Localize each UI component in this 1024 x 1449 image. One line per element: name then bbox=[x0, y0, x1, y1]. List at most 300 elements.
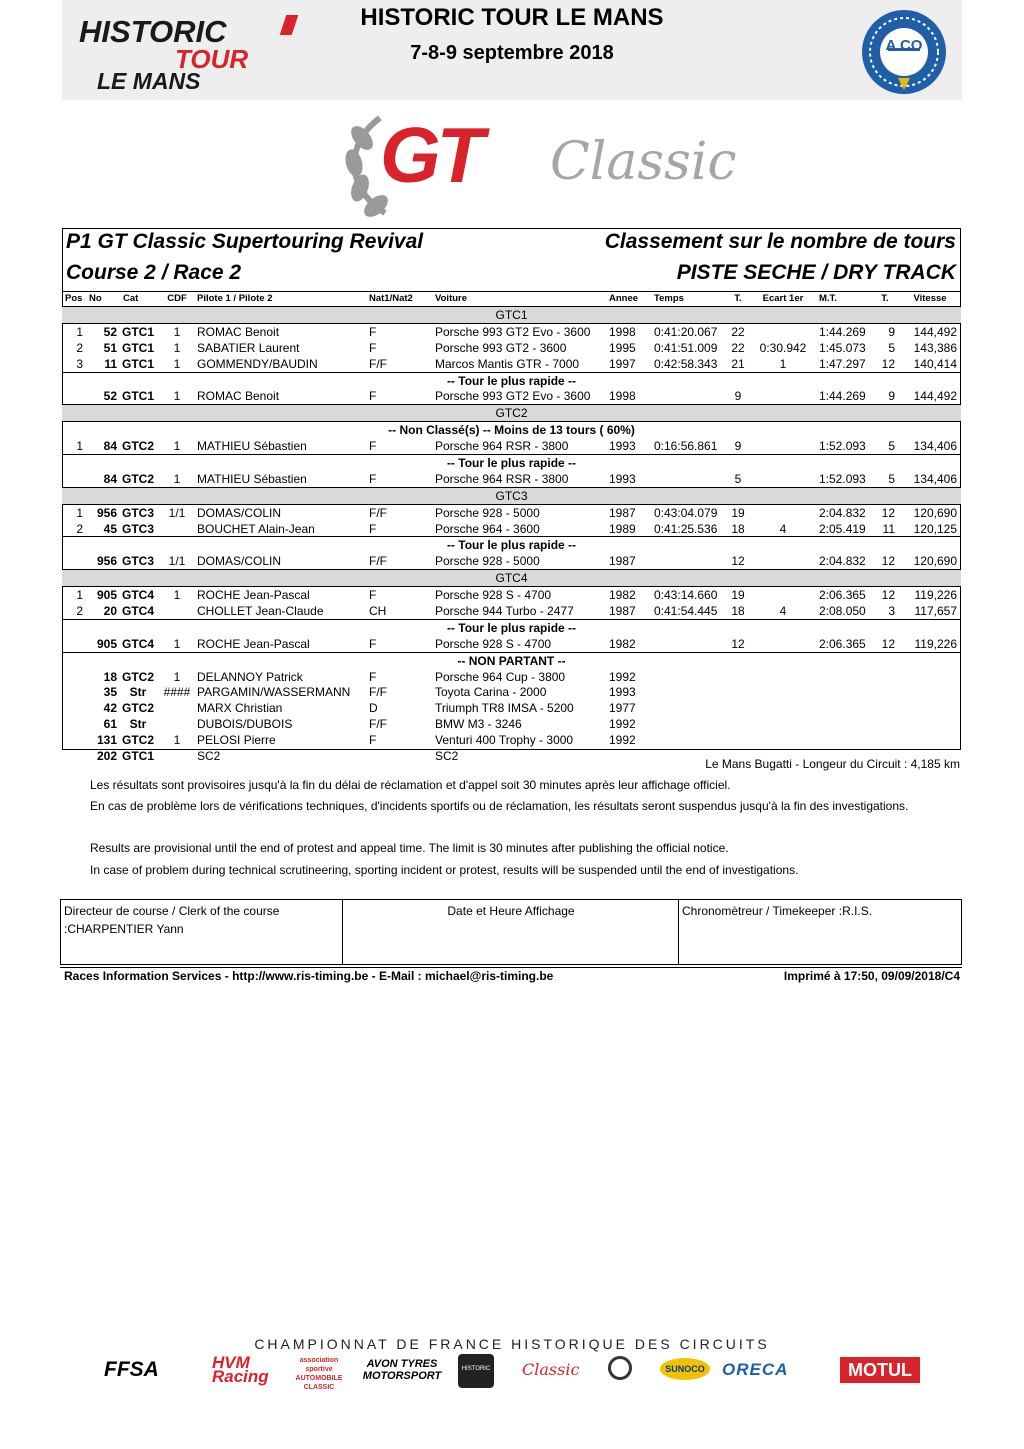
race-title: Course 2 / Race 2 bbox=[66, 261, 242, 284]
pilot-cell: ROMAC Benoit bbox=[195, 388, 369, 404]
best-lap-cell: 1:47.297 bbox=[819, 356, 866, 371]
category-cell: Str bbox=[129, 685, 147, 700]
cdf-cell: 1 bbox=[173, 356, 181, 371]
car-cell: Porsche 993 GT2 Evo - 3600 bbox=[427, 388, 609, 404]
number-cell: 42 bbox=[103, 701, 117, 716]
sponsor-hvm-logo: HVM Racing bbox=[212, 1353, 269, 1386]
year-cell: 1992 bbox=[609, 733, 636, 748]
speed-cell: 140,414 bbox=[913, 356, 957, 371]
gap-cell bbox=[751, 587, 815, 603]
gap-cell bbox=[751, 716, 815, 732]
number-cell: 61 bbox=[103, 717, 117, 732]
nationality-cell: F bbox=[369, 733, 377, 748]
gt-classic-logo bbox=[340, 108, 750, 218]
signature-divider bbox=[342, 899, 343, 965]
category-cell: GTC2 bbox=[121, 733, 154, 748]
number-cell: 131 bbox=[96, 733, 117, 748]
laps-cell: 12 bbox=[725, 553, 751, 569]
time-cell: 0:41:51.009 bbox=[654, 340, 718, 355]
fastest-lap-row bbox=[62, 471, 961, 487]
best-lap-cell: 1:52.093 bbox=[819, 439, 866, 454]
subheading-label: -- NON PARTANT -- bbox=[62, 652, 961, 668]
nationality-cell: F bbox=[369, 588, 377, 603]
cdf-cell: 1 bbox=[159, 636, 195, 652]
car-cell: Porsche 928 S - 4700 bbox=[435, 588, 552, 603]
number-cell: 956 bbox=[89, 553, 117, 569]
speed-cell: 134,406 bbox=[913, 439, 957, 454]
subheading-row bbox=[62, 372, 961, 388]
year-cell: 1993 bbox=[609, 685, 636, 700]
nationality-cell: CH bbox=[369, 603, 387, 618]
time-cell: 0:16:56.861 bbox=[654, 439, 718, 454]
time-cell: 0:43:04.079 bbox=[654, 505, 718, 520]
number-cell: 905 bbox=[96, 588, 117, 603]
nationality-cell: F bbox=[369, 471, 427, 487]
pilot-cell: DELANNOY Patrick bbox=[197, 669, 303, 684]
cdf-cell bbox=[159, 716, 195, 732]
aco-logo-text: A CO bbox=[885, 37, 923, 54]
result-row bbox=[62, 521, 961, 537]
pilot-cell: ROCHE Jean-Pascal bbox=[197, 588, 310, 603]
col-header-year: Annee bbox=[609, 292, 651, 307]
cdf-cell: 1 bbox=[173, 324, 181, 339]
best-lap-no-cell bbox=[871, 684, 899, 700]
class-section-label: GTC3 bbox=[62, 487, 961, 504]
result-row bbox=[62, 716, 961, 732]
signature-divider bbox=[678, 899, 679, 965]
year-cell: 1987 bbox=[609, 505, 636, 520]
sponsor-row bbox=[100, 1354, 930, 1390]
col-header-cat: Cat bbox=[117, 292, 159, 307]
cdf-cell bbox=[159, 521, 195, 537]
gap-cell bbox=[751, 553, 815, 569]
sponsor-automobile-classic-logo: association sportive AUTOMOBILE CLASSIC bbox=[295, 1357, 343, 1391]
nationality-cell: D bbox=[369, 701, 378, 716]
year-cell: 1993 bbox=[609, 439, 636, 454]
circuit-info: Le Mans Bugatti - Longeur du Circuit : 4,185 km bbox=[705, 757, 960, 771]
pilot-cell: PELOSI Pierre bbox=[197, 733, 276, 748]
gap-cell: 4 bbox=[779, 603, 787, 618]
nationality-cell: F bbox=[369, 521, 377, 536]
best-lap-no-cell: 12 bbox=[881, 588, 895, 603]
col-header-best-lap: M.T. bbox=[815, 292, 871, 307]
car-cell: Porsche 928 - 5000 bbox=[427, 553, 609, 569]
category-cell: GTC3 bbox=[121, 521, 154, 536]
year-cell bbox=[609, 748, 651, 764]
event-title: HISTORIC TOUR LE MANS bbox=[360, 4, 664, 31]
car-cell: Porsche 964 RSR - 3800 bbox=[435, 439, 569, 454]
year-cell: 1992 bbox=[609, 669, 636, 684]
number-cell: 956 bbox=[96, 505, 117, 520]
best-lap-no-cell bbox=[871, 669, 899, 685]
time-cell bbox=[651, 700, 725, 716]
gap-cell bbox=[751, 732, 815, 748]
col-header-speed: Vitesse bbox=[899, 292, 961, 307]
best-lap-no-cell: 5 bbox=[888, 340, 895, 355]
speed-cell: 134,406 bbox=[899, 471, 961, 487]
best-lap-cell: 2:08.050 bbox=[819, 603, 866, 618]
year-cell: 1977 bbox=[609, 701, 636, 716]
gap-cell bbox=[751, 636, 815, 652]
pos-cell bbox=[62, 471, 89, 487]
best-lap-no-cell: 12 bbox=[871, 553, 899, 569]
class-section-row bbox=[62, 405, 961, 422]
pilot-cell: GOMMENDY/BAUDIN bbox=[197, 356, 318, 371]
pilot-cell: MARX Christian bbox=[197, 701, 283, 716]
category-cell: GTC1 bbox=[121, 324, 154, 339]
result-row bbox=[62, 587, 961, 603]
best-lap-no-cell: 9 bbox=[871, 388, 899, 404]
laps-cell bbox=[725, 700, 751, 716]
laps-cell: 19 bbox=[731, 588, 745, 603]
pos-cell bbox=[62, 553, 89, 569]
col-header-best-lap-no: T. bbox=[871, 292, 899, 307]
cdf-cell: 1 bbox=[173, 733, 181, 748]
best-lap-no-cell: 5 bbox=[888, 439, 895, 454]
result-row bbox=[62, 732, 961, 748]
result-row bbox=[62, 669, 961, 685]
logo-line-le-mans: LE MANS bbox=[97, 68, 201, 94]
category-cell: GTC1 bbox=[121, 748, 154, 763]
gap-cell bbox=[751, 388, 815, 404]
pos-cell bbox=[62, 669, 89, 685]
nationality-cell bbox=[369, 748, 427, 764]
speed-cell: 120,690 bbox=[899, 553, 961, 569]
speed-cell: 143,386 bbox=[913, 340, 957, 355]
session-title: P1 GT Classic Supertouring Revival bbox=[66, 230, 424, 253]
nationality-cell: F/F bbox=[369, 553, 427, 569]
year-cell: 1982 bbox=[609, 636, 651, 652]
year-cell: 1989 bbox=[609, 521, 636, 536]
timekeeper: Chronomètreur / Timekeeper :R.I.S. bbox=[682, 904, 873, 918]
fastest-lap-row bbox=[62, 636, 961, 652]
pilot-cell: BOUCHET Alain-Jean bbox=[197, 521, 315, 536]
cdf-cell bbox=[159, 748, 195, 764]
pos-cell bbox=[62, 700, 89, 716]
cdf-cell: 1 bbox=[159, 471, 195, 487]
time-cell: 0:42:58.343 bbox=[654, 356, 718, 371]
gap-cell bbox=[751, 684, 815, 700]
car-cell: Porsche 928 S - 4700 bbox=[427, 636, 609, 652]
pos-cell: 1 bbox=[76, 439, 83, 454]
cdf-cell: 1 bbox=[173, 439, 181, 454]
gap-cell: 1 bbox=[779, 356, 787, 371]
car-cell: SC2 bbox=[435, 748, 459, 763]
best-lap-no-cell: 9 bbox=[888, 324, 895, 339]
sponsor-oreca-logo: ORECA bbox=[722, 1360, 789, 1379]
number-cell: 45 bbox=[103, 521, 117, 536]
clerk-of-course: Directeur de course / Clerk of the course :CHARPENTIER Yann bbox=[64, 904, 280, 936]
note-fr-suspension: En cas de problème lors de vérifications techniques, d'incidents sportifs ou de réclamation, les résultats seront suspendus jusqu'à la fin des investigations. bbox=[90, 799, 909, 813]
pos-cell: 2 bbox=[76, 340, 83, 355]
pilot-cell: SABATIER Laurent bbox=[197, 340, 300, 355]
category-cell: GTC2 bbox=[117, 471, 159, 487]
best-lap-cell bbox=[815, 684, 871, 700]
gap-cell: 0:30.942 bbox=[759, 340, 807, 355]
year-cell: 1992 bbox=[609, 717, 636, 732]
sponsor-classic-logo: Classic bbox=[522, 1360, 580, 1379]
pilot-cell: PARGAMIN/WASSERMANN bbox=[197, 685, 351, 700]
footer-divider bbox=[60, 967, 962, 968]
car-cell: Porsche 993 GT2 - 3600 bbox=[435, 340, 567, 355]
best-lap-cell: 1:44.269 bbox=[815, 388, 871, 404]
gap-cell bbox=[751, 504, 815, 520]
table-header-row bbox=[62, 292, 961, 307]
pilot-cell: MATHIEU Sébastien bbox=[195, 471, 369, 487]
pilot-cell: SC2 bbox=[197, 748, 221, 763]
time-cell bbox=[651, 669, 725, 685]
time-cell: 0:41:25.536 bbox=[654, 521, 718, 536]
class-section-label: GTC1 bbox=[62, 307, 961, 324]
speed-cell bbox=[899, 732, 961, 748]
best-lap-no-cell bbox=[871, 716, 899, 732]
laps-cell: 12 bbox=[725, 636, 751, 652]
class-section-row bbox=[62, 487, 961, 504]
best-lap-cell: 1:52.093 bbox=[815, 471, 871, 487]
nationality-cell: F bbox=[369, 439, 377, 454]
best-lap-cell: 1:45.073 bbox=[819, 340, 866, 355]
time-cell: 0:41:20.067 bbox=[654, 324, 718, 339]
result-row bbox=[62, 700, 961, 716]
best-lap-cell bbox=[815, 669, 871, 685]
results-table bbox=[62, 291, 961, 764]
gap-cell bbox=[751, 471, 815, 487]
category-cell: GTC3 bbox=[117, 553, 159, 569]
cdf-cell: #### bbox=[163, 685, 191, 700]
aco-logo bbox=[858, 8, 950, 96]
category-cell: GTC4 bbox=[121, 588, 154, 603]
car-cell: Marcos Mantis GTR - 7000 bbox=[435, 356, 580, 371]
pilot-cell: MATHIEU Sébastien bbox=[197, 439, 307, 454]
posting-date: Date et Heure Affichage bbox=[447, 904, 575, 918]
speed-cell bbox=[899, 669, 961, 685]
time-cell: 0:41:54.445 bbox=[654, 603, 718, 618]
number-cell: 20 bbox=[103, 603, 117, 618]
best-lap-cell bbox=[815, 700, 871, 716]
pos-cell bbox=[62, 636, 89, 652]
subheading-row bbox=[62, 537, 961, 553]
number-cell: 52 bbox=[89, 388, 117, 404]
time-cell bbox=[651, 553, 725, 569]
number-cell: 52 bbox=[103, 324, 117, 339]
footer-printed: Imprimé à 17:50, 09/09/2018/C4 bbox=[783, 969, 960, 983]
laps-cell: 22 bbox=[731, 324, 745, 339]
event-dates: 7-8-9 septembre 2018 bbox=[410, 42, 614, 64]
category-cell: GTC4 bbox=[121, 603, 154, 618]
logo-line-historic: HISTORIC bbox=[79, 14, 227, 49]
category-cell: GTC1 bbox=[117, 388, 159, 404]
best-lap-cell bbox=[815, 732, 871, 748]
year-cell: 1993 bbox=[609, 471, 651, 487]
gt-logo-main: GT bbox=[380, 111, 481, 199]
col-header-cdf: CDF bbox=[159, 292, 195, 307]
car-cell: Porsche 964 Cup - 3800 bbox=[435, 669, 566, 684]
number-cell: 11 bbox=[104, 356, 117, 371]
nationality-cell: F bbox=[369, 340, 377, 355]
year-cell: 1982 bbox=[609, 588, 636, 603]
laps-cell bbox=[725, 669, 751, 685]
result-row bbox=[62, 323, 961, 339]
laps-cell: 21 bbox=[731, 356, 745, 371]
car-cell: Porsche 993 GT2 Evo - 3600 bbox=[435, 324, 591, 339]
best-lap-no-cell bbox=[871, 700, 899, 716]
class-section-row bbox=[62, 307, 961, 324]
car-cell: Porsche 928 - 5000 bbox=[435, 505, 540, 520]
laps-cell bbox=[725, 716, 751, 732]
gap-cell: 4 bbox=[779, 521, 787, 536]
laps-cell: 9 bbox=[725, 388, 751, 404]
subheading-label: -- Tour le plus rapide -- bbox=[62, 537, 961, 553]
subheading-label: -- Tour le plus rapide -- bbox=[62, 619, 961, 635]
category-cell: GTC2 bbox=[121, 701, 154, 716]
best-lap-no-cell: 5 bbox=[871, 471, 899, 487]
result-row bbox=[62, 504, 961, 520]
pos-cell bbox=[62, 732, 89, 748]
time-cell bbox=[651, 388, 725, 404]
pilot-cell: ROCHE Jean-Pascal bbox=[195, 636, 369, 652]
sponsor-motul-logo: MOTUL bbox=[840, 1357, 920, 1383]
number-cell: 51 bbox=[103, 340, 117, 355]
class-section-label: GTC4 bbox=[62, 570, 961, 587]
nationality-cell: F/F bbox=[369, 685, 387, 700]
subheading-row bbox=[62, 652, 961, 668]
col-header-pilot: Pilote 1 / Pilote 2 bbox=[195, 292, 369, 307]
car-cell: BMW M3 - 3246 bbox=[435, 717, 522, 732]
footer-contact: Races Information Services - http://www.ris-timing.be - E-Mail : michael@ris-timing.be bbox=[64, 969, 554, 983]
subheading-label: -- Non Classé(s) -- Moins de 13 tours ( 60%) bbox=[62, 422, 961, 438]
fastest-lap-row bbox=[62, 388, 961, 404]
note-fr-provisional: Les résultats sont provisoires jusqu'à la fin du délai de réclamation et d'appel soit 30 minutes après leur affichage officiel. bbox=[90, 778, 731, 792]
gap-cell bbox=[751, 438, 815, 454]
time-cell bbox=[651, 732, 725, 748]
year-cell: 1987 bbox=[609, 603, 636, 618]
best-lap-no-cell: 11 bbox=[882, 521, 895, 536]
time-cell bbox=[651, 684, 725, 700]
speed-cell bbox=[899, 700, 961, 716]
laps-cell bbox=[725, 732, 751, 748]
nationality-cell: F/F bbox=[369, 505, 387, 520]
gap-cell bbox=[751, 323, 815, 339]
cdf-cell: 1 bbox=[159, 388, 195, 404]
subheading-row bbox=[62, 619, 961, 635]
col-header-pos: Pos bbox=[62, 292, 89, 307]
cdf-cell: 1 bbox=[173, 340, 181, 355]
car-cell: Venturi 400 Trophy - 3000 bbox=[435, 733, 574, 748]
laps-cell: 22 bbox=[731, 340, 745, 355]
pos-cell: 2 bbox=[76, 521, 83, 536]
time-cell bbox=[651, 471, 725, 487]
pos-cell bbox=[62, 716, 89, 732]
best-lap-no-cell bbox=[871, 732, 899, 748]
laps-cell: 5 bbox=[725, 471, 751, 487]
speed-cell: 144,492 bbox=[899, 388, 961, 404]
speed-cell: 144,492 bbox=[913, 324, 957, 339]
best-lap-cell: 2:06.365 bbox=[819, 588, 866, 603]
note-en-provisional: Results are provisional until the end of protest and appeal time. The limit is 30 minutes after publishing the official notice. bbox=[90, 841, 729, 855]
laps-cell bbox=[725, 684, 751, 700]
cdf-cell: 1 bbox=[173, 669, 181, 684]
pos-cell: 1 bbox=[76, 324, 83, 339]
championship-title: CHAMPIONNAT DE FRANCE HISTORIQUE DES CIRCUITS bbox=[254, 1336, 770, 1352]
nationality-cell: F bbox=[369, 388, 427, 404]
laps-cell: 18 bbox=[731, 603, 745, 618]
speed-cell bbox=[899, 716, 961, 732]
speed-cell: 120,690 bbox=[913, 505, 957, 520]
number-cell: 84 bbox=[103, 439, 117, 454]
subheading-row bbox=[62, 455, 961, 471]
pilot-cell: DOMAS/COLIN bbox=[195, 553, 369, 569]
result-row bbox=[62, 684, 961, 700]
category-cell: GTC1 bbox=[121, 356, 154, 371]
subheading-row bbox=[62, 422, 961, 438]
pilot-cell: DOMAS/COLIN bbox=[197, 505, 282, 520]
subheading-label: -- Tour le plus rapide -- bbox=[62, 455, 961, 471]
nationality-cell: F/F bbox=[369, 717, 387, 732]
laps-cell: 9 bbox=[734, 439, 742, 454]
results-body bbox=[62, 307, 961, 764]
best-lap-cell bbox=[815, 716, 871, 732]
gap-cell bbox=[751, 700, 815, 716]
best-lap-cell: 2:04.832 bbox=[819, 505, 866, 520]
category-cell: GTC2 bbox=[121, 439, 154, 454]
category-cell: GTC2 bbox=[121, 669, 154, 684]
class-section-label: GTC2 bbox=[62, 405, 961, 422]
sponsor-historic-text: HISTORIC bbox=[461, 1366, 491, 1372]
laps-cell: 19 bbox=[731, 505, 745, 520]
sponsor-avon-logo: AVON TYRES MOTORSPORT bbox=[362, 1358, 442, 1382]
car-cell: Porsche 964 - 3600 bbox=[435, 521, 540, 536]
sponsor-ffsa-logo: FFSA bbox=[104, 1358, 159, 1381]
cdf-cell bbox=[159, 603, 195, 619]
year-cell: 1998 bbox=[609, 324, 636, 339]
cdf-cell: 1 bbox=[173, 588, 181, 603]
car-cell: Porsche 944 Turbo - 2477 bbox=[435, 603, 574, 618]
col-header-laps: T. bbox=[725, 292, 751, 307]
speed-cell: 119,226 bbox=[899, 636, 961, 652]
best-lap-cell: 2:06.365 bbox=[815, 636, 871, 652]
speed-cell: 120,125 bbox=[913, 521, 957, 536]
category-cell: GTC4 bbox=[117, 636, 159, 652]
gt-logo-script: Classic bbox=[550, 132, 737, 192]
year-cell: 1995 bbox=[609, 340, 636, 355]
nationality-cell: F bbox=[369, 324, 377, 339]
car-cell: Porsche 964 RSR - 3800 bbox=[427, 471, 609, 487]
result-row bbox=[62, 340, 961, 356]
category-cell: GTC3 bbox=[121, 505, 154, 520]
nationality-cell: F/F bbox=[369, 356, 387, 371]
col-header-nat: Nat1/Nat2 bbox=[369, 292, 427, 307]
cdf-cell bbox=[159, 700, 195, 716]
laps-cell: 18 bbox=[731, 521, 745, 536]
number-cell: 905 bbox=[89, 636, 117, 652]
subheading-label: -- Tour le plus rapide -- bbox=[62, 372, 961, 388]
gap-cell bbox=[751, 669, 815, 685]
pos-cell: 3 bbox=[76, 356, 83, 371]
pos-cell bbox=[62, 388, 89, 404]
best-lap-no-cell: 12 bbox=[881, 505, 895, 520]
class-section-row bbox=[62, 570, 961, 587]
best-lap-no-cell: 12 bbox=[881, 356, 895, 371]
sponsor-sunoco-logo: SUNOCO bbox=[660, 1358, 710, 1380]
col-header-car: Voiture bbox=[427, 292, 609, 307]
pos-cell: 1 bbox=[76, 588, 83, 603]
category-cell: Str bbox=[129, 717, 147, 732]
col-header-no: No bbox=[89, 292, 117, 307]
cdf-cell: 1/1 bbox=[168, 505, 186, 520]
result-row bbox=[62, 603, 961, 619]
best-lap-no-cell: 3 bbox=[888, 603, 895, 618]
cdf-cell: 1/1 bbox=[159, 553, 195, 569]
